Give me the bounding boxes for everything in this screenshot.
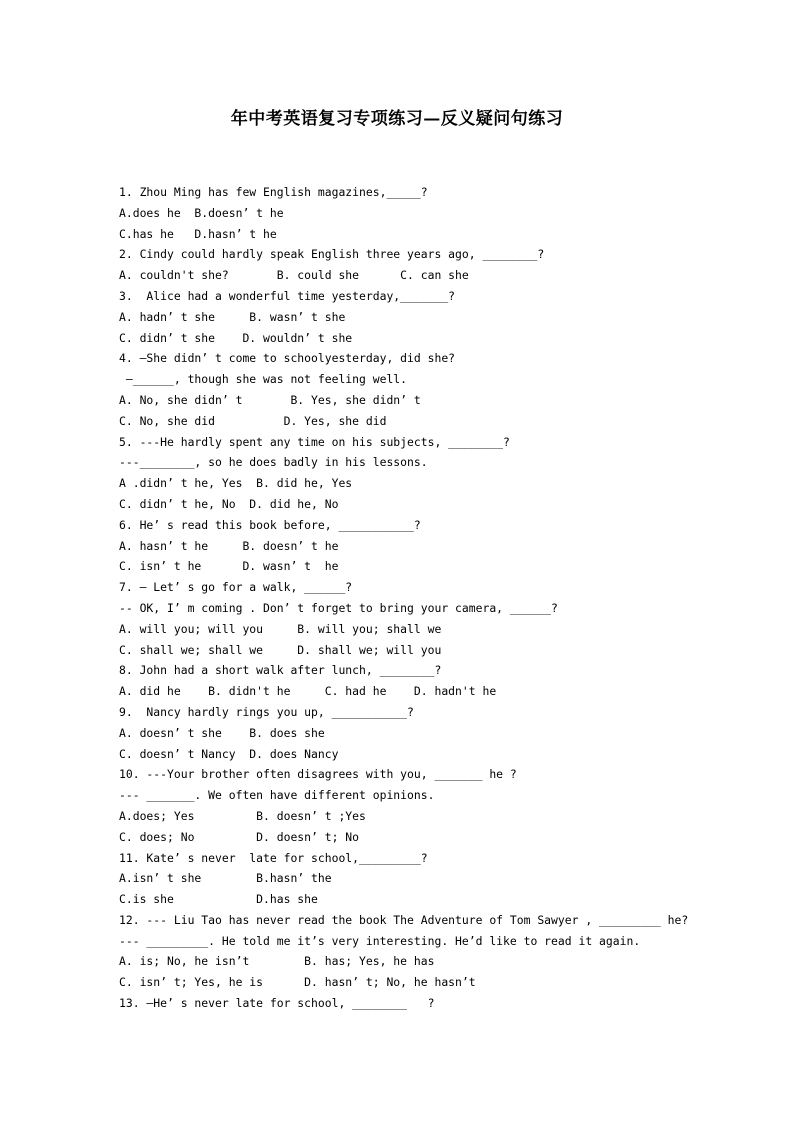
- text-line: -- OK, I’ m coming . Don’ t forget to bring your camera, ______?: [119, 600, 558, 615]
- text-line: 2. Cindy could hardly speak English three years ago, ________?: [119, 247, 545, 262]
- text-line: 13. —He’ s never late for school, ________ ?: [119, 996, 435, 1011]
- text-line: A .didn’ t he, Yes B. did he, Yes: [119, 476, 353, 491]
- text-line: A. hasn’ t he B. doesn’ t he: [119, 538, 339, 553]
- text-line: C. doesn’ t Nancy D. does Nancy: [119, 746, 339, 761]
- text-line: C. does; No D. doesn’ t; No: [119, 829, 360, 844]
- exercise-body: [119, 182, 739, 1014]
- text-line: –______, though she was not feeling well.: [119, 372, 408, 387]
- text-line: 9. Nancy hardly rings you up, ___________?: [119, 704, 414, 719]
- text-line: C. didn’ t he, No D. did he, No: [119, 496, 339, 511]
- text-line: A. doesn’ t she B. does she: [119, 725, 325, 740]
- text-line: 7. – Let’ s go for a walk, ______?: [119, 580, 353, 595]
- text-line: A.isn’ t she B.hasn’ the: [119, 871, 332, 886]
- text-line: 5. ---He hardly spent any time on his subjects, ________?: [119, 434, 510, 449]
- text-line: A. is; No, he isn’t B. has; Yes, he has: [119, 954, 435, 969]
- text-line: C. isn’ t he D. wasn’ t he: [119, 559, 339, 574]
- text-line: 1. Zhou Ming has few English magazines,_____?: [119, 185, 428, 199]
- text-line: A.does; Yes B. doesn’ t ;Yes: [119, 808, 366, 823]
- text-line: 6. He’ s read this book before, ___________?: [119, 517, 421, 532]
- text-line: ---________, so he does badly in his lessons.: [119, 455, 428, 470]
- text-line: C. isn’ t; Yes, he is D. hasn’ t; No, he hasn’t: [119, 975, 476, 990]
- text-line: A. will you; will you B. will you; shall we: [119, 621, 442, 636]
- text-line: C. No, she did D. Yes, she did: [119, 413, 387, 428]
- text-line: 11. Kate’ s never late for school,_________?: [119, 850, 428, 865]
- text-line: C. shall we; shall we D. shall we; will you: [119, 642, 442, 657]
- page-title: 年中考英语复习专项练习—反义疑问句练习: [230, 109, 564, 129]
- text-line: 4. –She didn’ t come to schoolyesterday, did she?: [119, 351, 456, 366]
- text-line: --- _________. He told me it’s very interesting. He’d like to read it again.: [119, 933, 641, 948]
- text-line: --- _______. We often have different opinions.: [119, 788, 435, 803]
- text-line: A. did he B. didn't he C. had he D. hadn't he: [119, 684, 497, 699]
- text-line: C. didn’ t she D. wouldn’ t she: [119, 330, 353, 345]
- text-line: A.does he B.doesn’ t he: [119, 205, 284, 220]
- text-line: C.is she D.has she: [119, 892, 318, 907]
- text-line: A. No, she didn’ t B. Yes, she didn’ t: [119, 392, 421, 407]
- text-line: 12. --- Liu Tao has never read the book The Adventure of Tom Sawyer , _________ he?: [119, 912, 689, 927]
- text-line: 3. Alice had a wonderful time yesterday,_______?: [119, 288, 456, 303]
- text-line: 10. ---Your brother often disagrees with you, _______ he ?: [119, 767, 517, 782]
- text-line: A. hadn’ t she B. wasn’ t she: [119, 309, 346, 324]
- text-line: A. couldn't she? B. could she C. can she: [119, 268, 469, 283]
- text-line: 8. John had a short walk after lunch, ________?: [119, 663, 442, 678]
- text-line: C.has he D.hasn’ t he: [119, 226, 277, 241]
